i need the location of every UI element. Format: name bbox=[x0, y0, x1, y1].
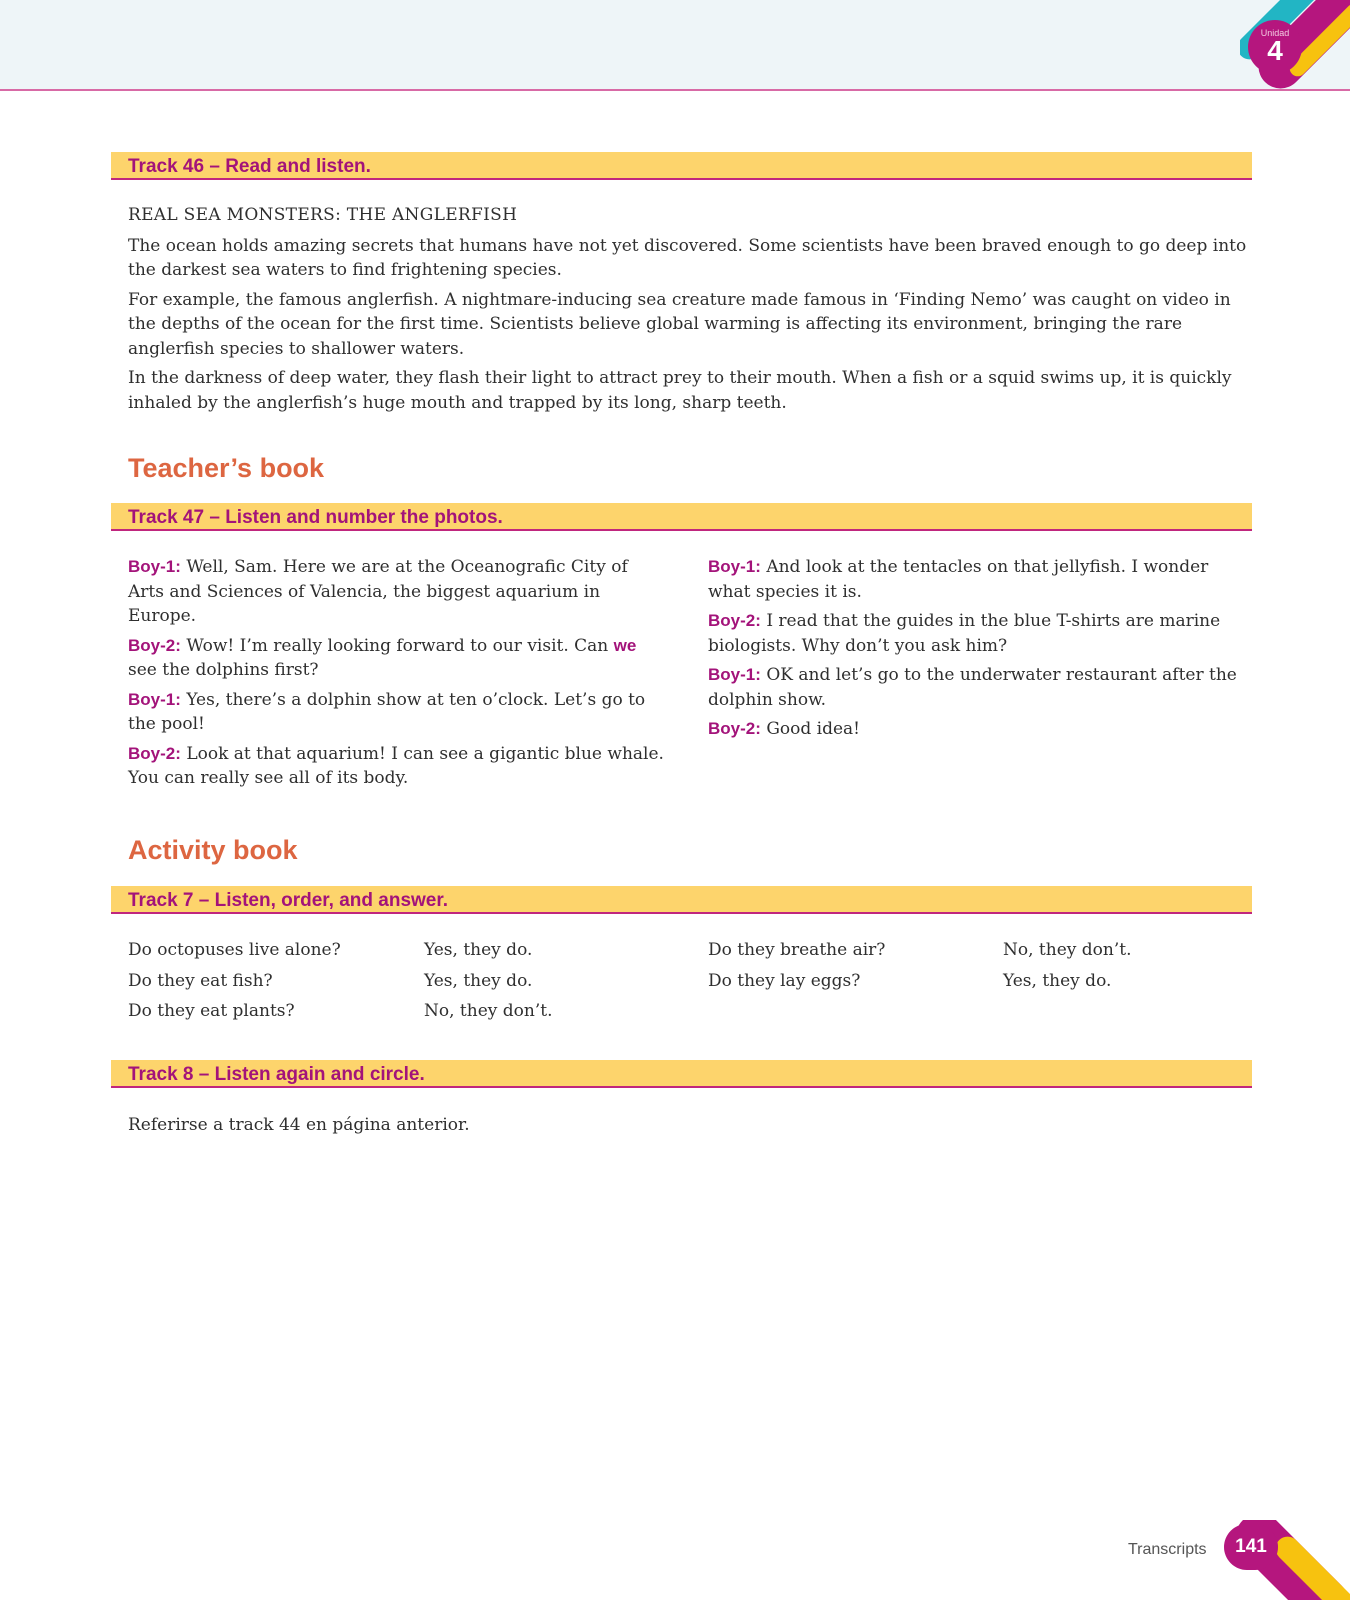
dialogue-line bbox=[708, 555, 1253, 604]
speaker-label: Boy-1: bbox=[128, 557, 181, 576]
dialogue-line bbox=[708, 663, 1253, 712]
speaker-label: Boy-2: bbox=[128, 743, 181, 763]
article-paragraph: For example, the famous anglerfish. A nightmare-inducing sea creature made famous in ‘Finding Nemo’ was caught on video in the depths of the ocean for the first time. Scientists believe global warming is affecting its environment, bringing the rare anglerfish species to shallower waters. bbox=[128, 289, 1231, 359]
dialogue-line bbox=[128, 742, 668, 791]
track-46-article bbox=[128, 203, 1250, 420]
article-title: REAL SEA MONSTERS: THE ANGLERFISH bbox=[128, 205, 518, 225]
answer: Yes, they do. bbox=[1003, 970, 1112, 991]
page-number-badge bbox=[1220, 1520, 1350, 1600]
speaker-label: Boy-2: bbox=[708, 719, 761, 738]
dialogue-line bbox=[128, 634, 668, 683]
question: Do they eat fish? bbox=[128, 970, 273, 991]
answer: No, they don’t. bbox=[1003, 940, 1132, 960]
dialogue-line bbox=[708, 609, 1253, 658]
header-band bbox=[0, 0, 1350, 91]
track-8-text: Referirse a track 44 en página anterior. bbox=[128, 1115, 470, 1135]
track-7-answers bbox=[424, 935, 552, 1027]
dialogue-left-column bbox=[128, 555, 668, 796]
speaker-label: Boy-1: bbox=[128, 689, 181, 709]
unit-circle bbox=[1248, 20, 1302, 74]
dialogue-text: Look at that aquarium! I can see a gigantic blue whale. You can really see all of its body. bbox=[128, 743, 664, 788]
dialogue-right-column bbox=[708, 555, 1253, 747]
unit-label: Unidad bbox=[1260, 28, 1290, 38]
question: Do they breathe air? bbox=[708, 940, 886, 960]
teachers-book-title: Teacher’s book bbox=[128, 453, 325, 483]
question: Do they lay eggs? bbox=[708, 970, 861, 991]
dialogue-line bbox=[128, 555, 668, 629]
dialogue-text: Yes, there’s a dolphin show at ten o’clock. Let’s go to the pool! bbox=[128, 689, 646, 734]
dialogue-text: Wow! I’m really looking forward to our visit. Can bbox=[186, 635, 609, 656]
speaker-label: Boy-1: bbox=[708, 557, 761, 576]
speaker-label: Boy-2: bbox=[708, 611, 761, 630]
dialogue-line bbox=[128, 688, 668, 737]
emphasized-word: we bbox=[613, 635, 637, 655]
track-7-answers bbox=[1003, 935, 1131, 996]
question: Do they eat plants? bbox=[128, 1001, 295, 1021]
dialogue-text: OK and let’s go to the underwater restaurant after the dolphin show. bbox=[708, 665, 1237, 710]
question: Do octopuses live alone? bbox=[128, 940, 341, 960]
dialogue-text: And look at the tentacles on that jellyfish. I wonder what species it is. bbox=[708, 557, 1209, 602]
speaker-label: Boy-1: bbox=[708, 665, 761, 684]
footer-section-label: Transcripts bbox=[1128, 1541, 1207, 1558]
answer: Yes, they do. bbox=[424, 940, 533, 960]
speaker-label: Boy-2: bbox=[128, 635, 181, 655]
article-paragraph: In the darkness of deep water, they flash their light to attract prey to their mouth. When a fish or a squid swims up, it is quickly inhaled by the anglerfish’s huge mouth and trapped by its long, sharp teeth. bbox=[128, 368, 1232, 413]
track-8-heading: Track 8 – Listen again and circle. bbox=[111, 1060, 1252, 1088]
track-7-questions bbox=[128, 935, 341, 1027]
unit-number: 4 bbox=[1267, 35, 1283, 66]
article-paragraph: The ocean holds amazing secrets that humans have not yet discovered. Some scientists have been braved enough to go deep into the darkest sea waters to find frightening species. bbox=[128, 235, 1247, 280]
activity-book-title: Activity book bbox=[128, 835, 298, 865]
track-47-heading: Track 47 – Listen and number the photos. bbox=[111, 503, 1252, 531]
unit-badge bbox=[1240, 0, 1350, 90]
answer: No, they don’t. bbox=[424, 1001, 553, 1021]
dialogue-line bbox=[708, 717, 1253, 742]
track-7-questions bbox=[708, 935, 885, 996]
track-7-heading: Track 7 – Listen, order, and answer. bbox=[111, 886, 1252, 914]
page-number: 141 bbox=[1224, 1524, 1278, 1570]
dialogue-text: I read that the guides in the blue T-shirts are marine biologists. Why don’t you ask him? bbox=[708, 611, 1221, 656]
answer: Yes, they do. bbox=[424, 970, 533, 991]
dialogue-text: Well, Sam. Here we are at the Oceanografic City of Arts and Sciences of Valencia, the biggest aquarium in Europe. bbox=[128, 557, 628, 626]
dialogue-text: Good idea! bbox=[766, 719, 860, 739]
dialogue-text: see the dolphins first? bbox=[128, 660, 319, 680]
track-46-heading: Track 46 – Read and listen. bbox=[111, 152, 1252, 180]
